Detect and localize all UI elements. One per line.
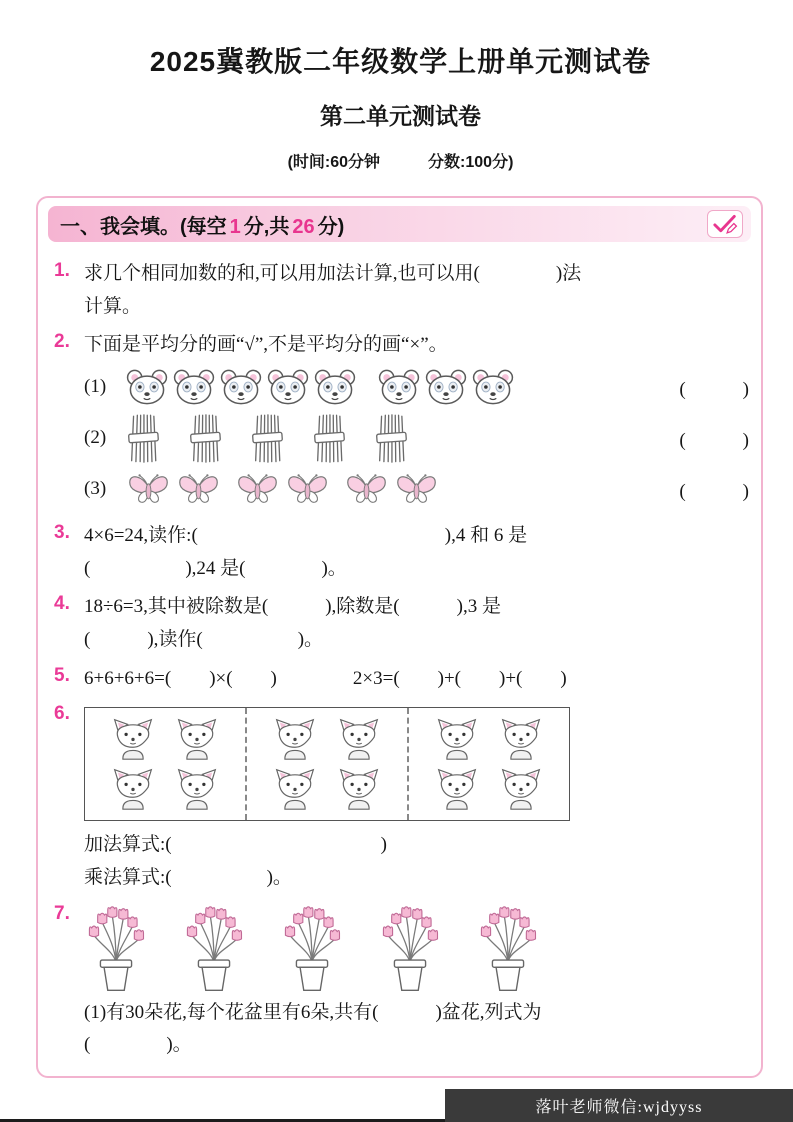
butterfly-icon: [285, 471, 330, 507]
section-title-suffix: 分): [317, 215, 345, 238]
panda-face-icon: [472, 369, 514, 405]
flower-pot-icon: [380, 905, 440, 993]
q2-row-pandas: [84, 369, 749, 405]
butterfly-icon: [176, 471, 221, 507]
question-7-line-1: (1)有30朵花,每个花盆里有6朵,共有( )盆花,列式为: [84, 1001, 542, 1023]
stick-bundle-icon: [374, 412, 408, 464]
fox-icon: [173, 717, 221, 761]
fox-icon: [271, 717, 319, 761]
panda-group-1: [126, 369, 356, 405]
question-4-number: 4.: [54, 593, 70, 615]
section-title-mid: 分,共: [243, 215, 290, 238]
question-1: [54, 258, 749, 323]
question-2-text: 下面是平均分的画“√”,不是平均分的画“×”。: [84, 334, 448, 356]
unit-title: 第二单元测试卷: [320, 103, 481, 129]
stick-bundle-icon: [312, 412, 346, 464]
question-5-text: 6+6+6+6=( )×( ) 2×3=( )+( )+( ): [84, 667, 567, 689]
q2-row-1-label: (1): [84, 376, 107, 398]
question-list: [48, 242, 751, 1062]
question-5: [54, 663, 749, 696]
question-7: [54, 901, 749, 1062]
butterfly-icon: [235, 471, 280, 507]
panda-face-icon: [173, 369, 215, 405]
butterfly-group-3: [344, 471, 439, 507]
fox-icon: [271, 767, 319, 811]
stick-bundle-icon: [188, 412, 222, 464]
footer-watermark: [445, 1089, 793, 1122]
fox-icon: [497, 767, 545, 811]
flower-pot-icon: [478, 905, 538, 993]
question-7-number: 7.: [54, 902, 70, 924]
section-points-per-blank: 1: [229, 215, 241, 238]
panda-face-icon: [425, 369, 467, 405]
fox-grid: [84, 707, 570, 821]
question-1-line-2: 计算。: [84, 295, 142, 317]
fox-icon: [433, 767, 481, 811]
pencil-check-icon: [707, 210, 743, 238]
fox-icon: [433, 717, 481, 761]
time-score-line: (时间:60分钟 分数:100分): [287, 154, 514, 171]
butterfly-group-1: [126, 471, 221, 507]
fox-group: [245, 708, 407, 820]
panda-face-icon: [378, 369, 420, 405]
flower-pots: [84, 905, 749, 993]
section-total-points: 26: [292, 215, 315, 238]
q2-row-2-label: (2): [84, 427, 107, 449]
fox-icon: [109, 717, 157, 761]
question-6: [54, 701, 749, 894]
stick-bundle-icon: [250, 412, 284, 464]
question-4: [54, 591, 749, 656]
panda-face-icon: [126, 369, 168, 405]
fox-icon: [335, 767, 383, 811]
butterfly-icon: [344, 471, 389, 507]
section-title-prefix: 一、我会填。(每空: [60, 215, 227, 238]
fox-icon: [173, 767, 221, 811]
q2-row-3-answer-blank: ( ): [679, 480, 749, 502]
q2-row-2-answer-blank: ( ): [679, 429, 749, 451]
fox-icon: [497, 717, 545, 761]
q6-addition-line: 加法算式:( ): [84, 834, 387, 856]
question-4-line-1: 18÷6=3,其中被除数是( ),除数是( ),3 是: [84, 596, 501, 618]
flower-pot-icon: [282, 905, 342, 993]
q2-row-3-label: (3): [84, 478, 107, 500]
question-6-number: 6.: [54, 703, 70, 725]
question-3-number: 3.: [54, 522, 70, 544]
question-1-line-1: 求几个相同加数的和,可以用加法计算,也可以用( )法: [84, 263, 582, 284]
fox-group: [85, 708, 245, 820]
page-title: 2025冀教版二年级数学上册单元测试卷: [149, 46, 652, 77]
butterfly-icon: [126, 471, 171, 507]
flower-pot-icon: [184, 905, 244, 993]
panda-group-2: [378, 369, 514, 405]
question-2-number: 2.: [54, 331, 70, 353]
fox-icon: [109, 767, 157, 811]
q2-row-1-answer-blank: ( ): [679, 378, 749, 400]
question-4-line-2: ( ),读作( )。: [84, 629, 324, 651]
panda-face-icon: [267, 369, 309, 405]
question-1-number: 1.: [54, 260, 70, 281]
question-5-number: 5.: [54, 664, 70, 686]
fox-icon: [335, 717, 383, 761]
section-title: [60, 210, 344, 239]
butterfly-icon: [394, 471, 439, 507]
panda-face-icon: [314, 369, 356, 405]
question-2: [54, 329, 749, 514]
footer-text: 落叶老师微信:wjdyyss: [535, 1099, 703, 1116]
question-3-line-2: ( ),24 是( )。: [84, 557, 347, 579]
content-frame: [36, 196, 763, 1078]
question-7-line-2: ( )。: [84, 1034, 192, 1056]
question-3-line-1: 4×6=24,读作:( ),4 和 6 是: [84, 525, 528, 547]
q2-row-sticks: [84, 412, 749, 464]
flower-pot-icon: [86, 905, 146, 993]
stick-bundle-group: [126, 412, 408, 464]
stick-bundle-icon: [126, 412, 160, 464]
question-3: [54, 520, 749, 585]
panda-face-icon: [220, 369, 262, 405]
q2-row-butterflies: [84, 471, 749, 507]
butterfly-group-2: [235, 471, 330, 507]
section-header: [48, 206, 751, 242]
q6-multiplication-line: 乘法算式:( )。: [84, 867, 292, 889]
fox-group: [407, 708, 569, 820]
